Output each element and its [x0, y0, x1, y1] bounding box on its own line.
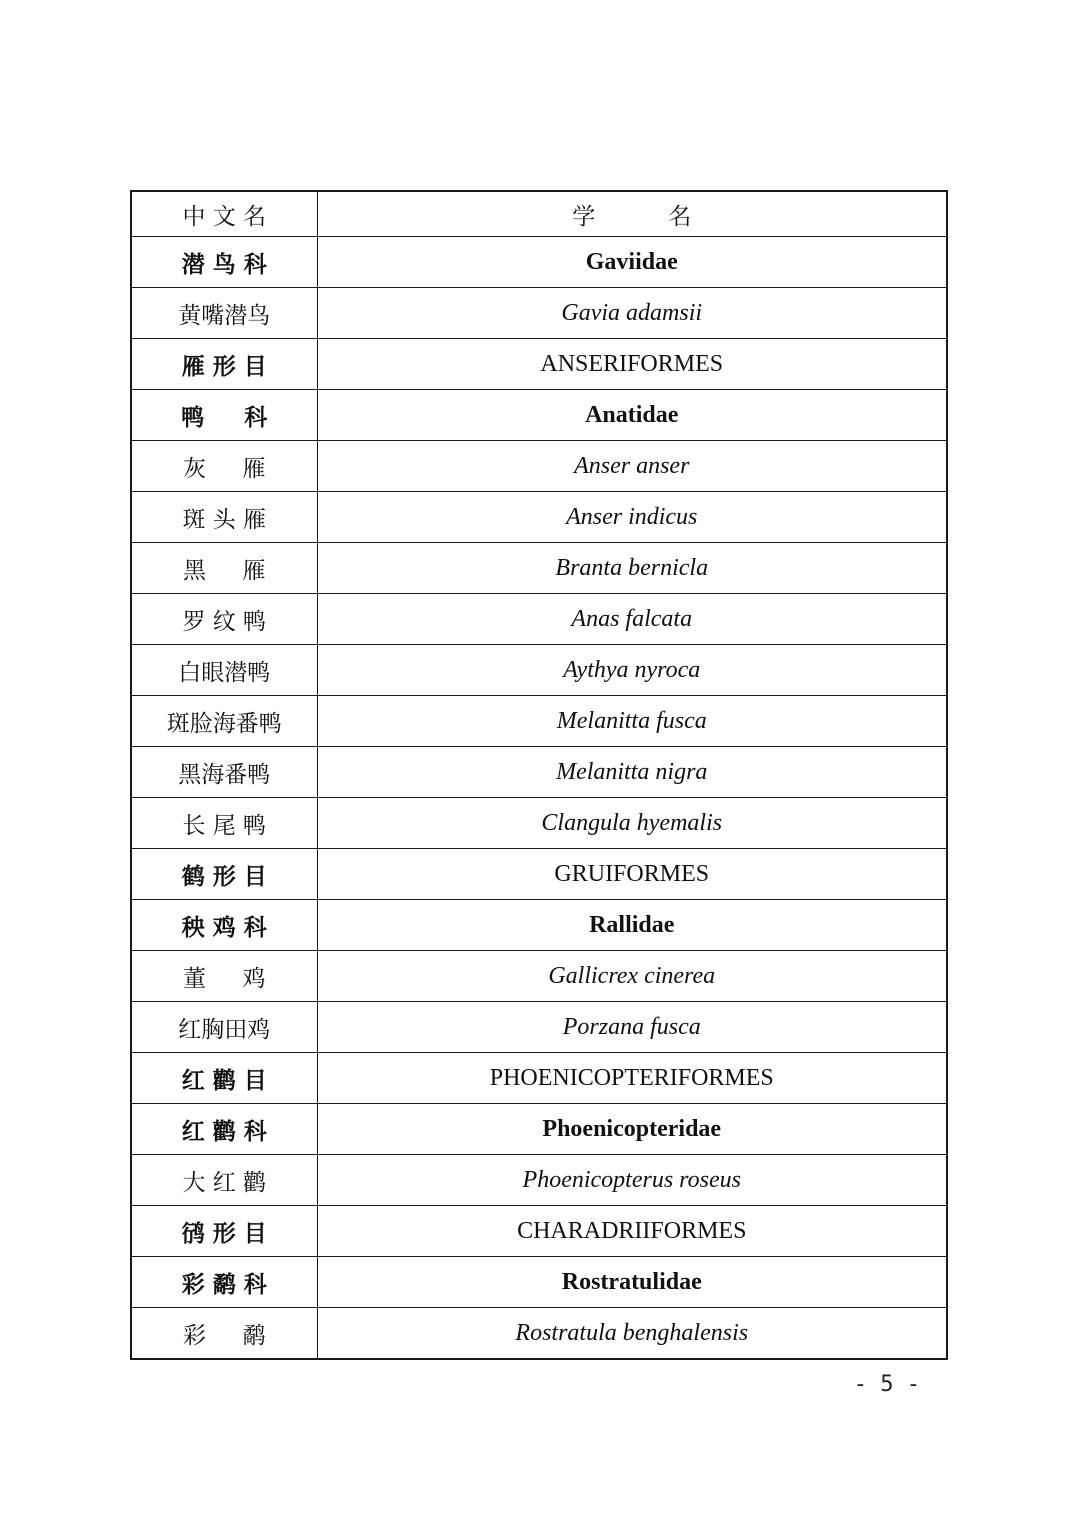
scientific-name: Phoenicopteridae [542, 1115, 722, 1142]
table-row [131, 696, 947, 747]
chinese-name: 彩 鹬 科 [181, 1271, 267, 1298]
chinese-name-cell [131, 1308, 317, 1360]
table-row [131, 492, 947, 543]
table-row [131, 441, 947, 492]
scientific-name-cell [317, 1308, 947, 1360]
chinese-name: 大 红 鹳 [182, 1169, 267, 1196]
scientific-name-cell [317, 594, 947, 645]
scientific-name-cell [317, 951, 947, 1002]
table-row [131, 1002, 947, 1053]
chinese-name: 黑 雁 [182, 557, 266, 584]
scientific-name-cell [317, 645, 947, 696]
chinese-name: 黄嘴潜鸟 [178, 302, 271, 329]
page-number: - 5 - [853, 1372, 920, 1397]
chinese-name-cell [131, 951, 317, 1002]
chinese-name-cell [131, 1206, 317, 1257]
chinese-name: 长 尾 鸭 [182, 812, 267, 839]
chinese-name-cell [131, 288, 317, 339]
species-table [130, 190, 948, 1360]
scientific-name-cell [317, 747, 947, 798]
scientific-name-cell [317, 237, 947, 288]
table-row [131, 1053, 947, 1104]
scientific-name: Rostratula benghalensis [515, 1319, 749, 1346]
scientific-name: Phoenicopterus roseus [522, 1166, 741, 1193]
chinese-name-cell [131, 492, 317, 543]
chinese-name: 红 鹳 目 [181, 1067, 267, 1094]
scientific-name: GRUIFORMES [554, 860, 710, 887]
scientific-name: Melanitta nigra [556, 758, 708, 785]
table-row [131, 237, 947, 288]
chinese-name: 董 鸡 [182, 965, 266, 992]
scientific-name-cell [317, 696, 947, 747]
scientific-name-cell [317, 798, 947, 849]
header-chinese-name: 中 文 名 [131, 191, 317, 237]
table-row [131, 288, 947, 339]
scientific-name: CHARADRIIFORMES [517, 1217, 747, 1244]
chinese-name: 斑脸海番鸭 [166, 710, 282, 737]
scientific-name-cell [317, 441, 947, 492]
scientific-name: Anser anser [574, 452, 690, 479]
chinese-name-cell [131, 645, 317, 696]
table-row [131, 1257, 947, 1308]
scientific-name-cell [317, 288, 947, 339]
chinese-name: 斑 头 雁 [182, 506, 267, 533]
chinese-name-cell [131, 900, 317, 951]
scientific-name: Rallidae [589, 911, 675, 938]
scientific-name: Clangula hyemalis [541, 809, 723, 836]
chinese-name-cell [131, 1053, 317, 1104]
table-row [131, 339, 947, 390]
table-row [131, 747, 947, 798]
chinese-name: 潜 鸟 科 [181, 251, 267, 278]
table-row [131, 543, 947, 594]
scientific-name-cell [317, 492, 947, 543]
chinese-name-cell [131, 594, 317, 645]
chinese-name-cell [131, 339, 317, 390]
chinese-name-cell [131, 390, 317, 441]
table-row [131, 1155, 947, 1206]
table-row [131, 849, 947, 900]
scientific-name-cell [317, 339, 947, 390]
scientific-name: Aythya nyroca [563, 656, 701, 683]
scientific-name: Porzana fusca [562, 1013, 701, 1040]
chinese-name-cell [131, 237, 317, 288]
chinese-name-cell [131, 1257, 317, 1308]
species-table-body [131, 237, 947, 1360]
chinese-name: 红胸田鸡 [178, 1016, 271, 1043]
scientific-name-cell [317, 1002, 947, 1053]
scientific-name: Rostratulidae [561, 1268, 702, 1295]
chinese-name: 鸻 形 目 [181, 1220, 267, 1247]
chinese-name: 鸭 科 [181, 404, 268, 431]
chinese-name: 秧 鸡 科 [181, 914, 267, 941]
scientific-name: ANSERIFORMES [540, 350, 724, 377]
scientific-name: Melanitta fusca [556, 707, 707, 734]
chinese-name-cell [131, 849, 317, 900]
scientific-name-cell [317, 849, 947, 900]
chinese-name: 雁 形 目 [181, 353, 267, 380]
chinese-name-cell [131, 747, 317, 798]
table-row [131, 390, 947, 441]
chinese-name: 鹤 形 目 [181, 863, 267, 890]
scientific-name-cell [317, 1155, 947, 1206]
scientific-name: Branta bernicla [555, 554, 709, 581]
table-row [131, 951, 947, 1002]
table-row [131, 1104, 947, 1155]
chinese-name: 白眼潜鸭 [178, 659, 271, 686]
scientific-name-cell [317, 1104, 947, 1155]
table-row [131, 594, 947, 645]
chinese-name-cell [131, 441, 317, 492]
chinese-name: 罗 纹 鸭 [182, 608, 267, 635]
scientific-name-cell [317, 1257, 947, 1308]
chinese-name-cell [131, 1104, 317, 1155]
chinese-name-cell [131, 798, 317, 849]
chinese-name: 红 鹳 科 [181, 1118, 267, 1145]
scientific-name-cell [317, 543, 947, 594]
scientific-name: Anatidae [585, 401, 679, 428]
scientific-name: Gaviidae [585, 248, 678, 275]
scientific-name: PHOENICOPTERIFORMES [489, 1064, 774, 1091]
chinese-name-cell [131, 1155, 317, 1206]
chinese-name: 黑海番鸭 [178, 761, 271, 788]
chinese-name-cell [131, 696, 317, 747]
chinese-name: 灰 雁 [182, 455, 266, 482]
table-row [131, 798, 947, 849]
scientific-name-cell [317, 900, 947, 951]
table-row [131, 645, 947, 696]
scientific-name-cell [317, 390, 947, 441]
table-row [131, 900, 947, 951]
scientific-name: Gallicrex cinerea [548, 962, 716, 989]
scientific-name-cell [317, 1206, 947, 1257]
table-row [131, 1308, 947, 1360]
scientific-name: Gavia adamsii [561, 299, 703, 326]
table-header-row [131, 191, 947, 237]
chinese-name-cell [131, 543, 317, 594]
chinese-name: 彩 鹬 [182, 1322, 266, 1349]
scientific-name: Anser indicus [566, 503, 698, 530]
scientific-name: Anas falcata [571, 605, 693, 632]
header-scientific-name: 学 名 [317, 191, 947, 237]
chinese-name-cell [131, 1002, 317, 1053]
scientific-name-cell [317, 1053, 947, 1104]
table-row [131, 1206, 947, 1257]
